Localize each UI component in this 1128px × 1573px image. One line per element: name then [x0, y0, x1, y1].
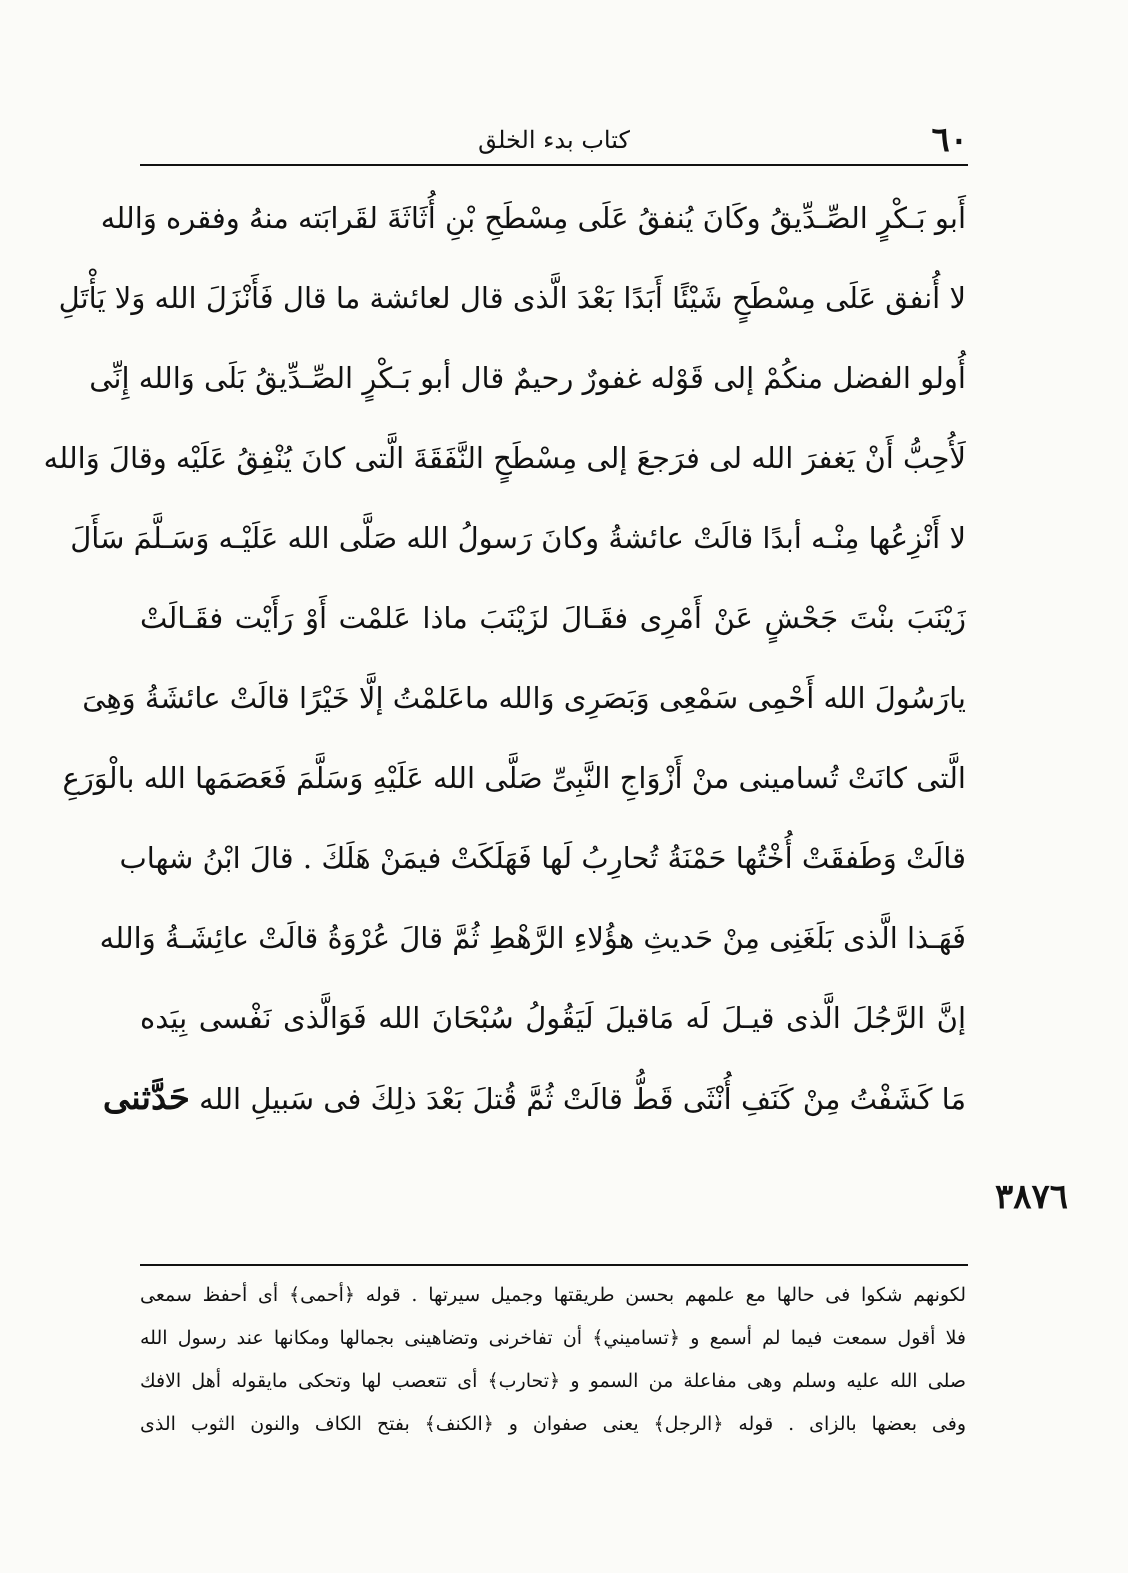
- footnote-line: فلا أقول سمعت فيما لم أسمع و ﴿تساميني﴾ أن تفاخرنى وتضاهينى بجمالها ومكانها عند رسول الله: [140, 1327, 966, 1349]
- text-line-last-body: مَا كَشَفْتُ مِنْ كَنَفِ أُنْثَى قَطُّ قالَتْ ثُمَّ قُتلَ بَعْدَ ذلِكَ فى سَبيلِ الله: [199, 1082, 966, 1116]
- footnote-line: لكونهم شكوا فى حالها مع علمهم بحسن طريقتها وجميل سيرتها . قوله ﴿أحمى﴾ أى أحفظ سمعى: [140, 1284, 966, 1306]
- header-divider: [140, 164, 968, 166]
- text-line: الَّتى كانَتْ تُسامينى منْ أَزْوَاجِ النَّبِىِّ صَلَّى الله عَلَيْهِ وَسَلَّمَ فَعَصَمَها الله بالْوَرَعِ: [62, 761, 966, 795]
- running-title: كتاب بدء الخلق: [478, 126, 630, 154]
- text-line: لا أَنْزِعُها مِنْـه أبدًا قالَتْ عائشةُ وكانَ رَسولُ الله صَلَّى الله عَلَيْـه وَسَـلَّمَ سَأَلَ: [70, 521, 966, 555]
- text-line: قالَتْ وَطَفقَتْ أُخْتُها حَمْنَةُ تُحارِبُ لَها فَهَلَكَتْ فيمَنْ هَلَكَ . قالَ ابْنُ شهاب: [119, 841, 966, 875]
- text-line: أُولو الفضل منكُمْ إلى قَوْله غفورٌ رحيمٌ قال أبو بَـكْرٍ الصِّـدِّيقُ بَلَى وَالله إِنِّى: [89, 361, 966, 395]
- footnote-divider: [140, 1264, 968, 1266]
- hadith-number: ٣٨٧٦: [994, 1177, 1068, 1217]
- page-number: ٦٠: [931, 120, 968, 160]
- hadith-lead-word: حَدَّثنى: [102, 1078, 190, 1118]
- text-line: لَأُحِبُّ أَنْ يَغفرَ الله لى فرَجعَ إلى مِسْطَحٍ النَّفَقَةَ الَّتى كانَ يُنْفِقُ عَلَيْه وقالَ وَالله: [43, 441, 966, 475]
- text-line: فَهَـذا الَّذى بَلَغَنِى مِنْ حَديثِ هؤُلاءِ الرَّهْطِ ثُمَّ قالَ عُرْوَةُ قالَتْ عائِشَـةُ وَالله: [99, 921, 966, 955]
- footnotes: [140, 1274, 966, 1446]
- footnote-line: وفى بعضها بالزاى . قوله ﴿الرجل﴾ يعنى صفوان و ﴿الكنف﴾ بفتح الكاف والنون الثوب الذى: [140, 1413, 967, 1435]
- text-line: أَبو بَـكْرٍ الصِّـدِّيقُ وكَانَ يُنفقُ عَلَى مِسْطَحِ بْنِ أُثَاثَةَ لقَرابَته منهُ وفقره وَالله: [100, 201, 966, 235]
- text-line: إنَّ الرَّجُلَ الَّذى قيـلَ لَه مَاقيلَ لَيَقُولُ سُبْحَانَ الله فَوَالَّذى نَفْسى بِيَده: [140, 1001, 966, 1035]
- footnote-line: صلى الله عليه وسلم وهى مفاعلة من السمو و ﴿تحارب﴾ أى تتعصب لها وتحكى مايقوله أهل الافك: [140, 1370, 966, 1392]
- main-text: [43, 178, 966, 1138]
- page-header: [140, 118, 968, 166]
- text-line: يارَسُولَ الله أَحْمِى سَمْعِى وَبَصَرِى وَالله ماعَلمْتُ إلَّا خَيْرًا قالَتْ عائشَةُ وَهِىَ: [82, 681, 966, 715]
- text-line: لا أُنفق عَلَى مِسْطَحٍ شَيْئًا أَبَدًا بَعْدَ الَّذى قال لعائشة ما قال فَأَنْزَلَ الله وَلا يَأْتَلِ: [58, 281, 966, 315]
- text-line-last: [102, 1058, 966, 1138]
- text-line: زَيْنَبَ بنْتَ جَحْشٍ عَنْ أَمْرِى فقَـالَ لزَيْنَبَ ماذا عَلمْت أَوْ رَأَيْت فقَـالَتْ: [140, 601, 966, 635]
